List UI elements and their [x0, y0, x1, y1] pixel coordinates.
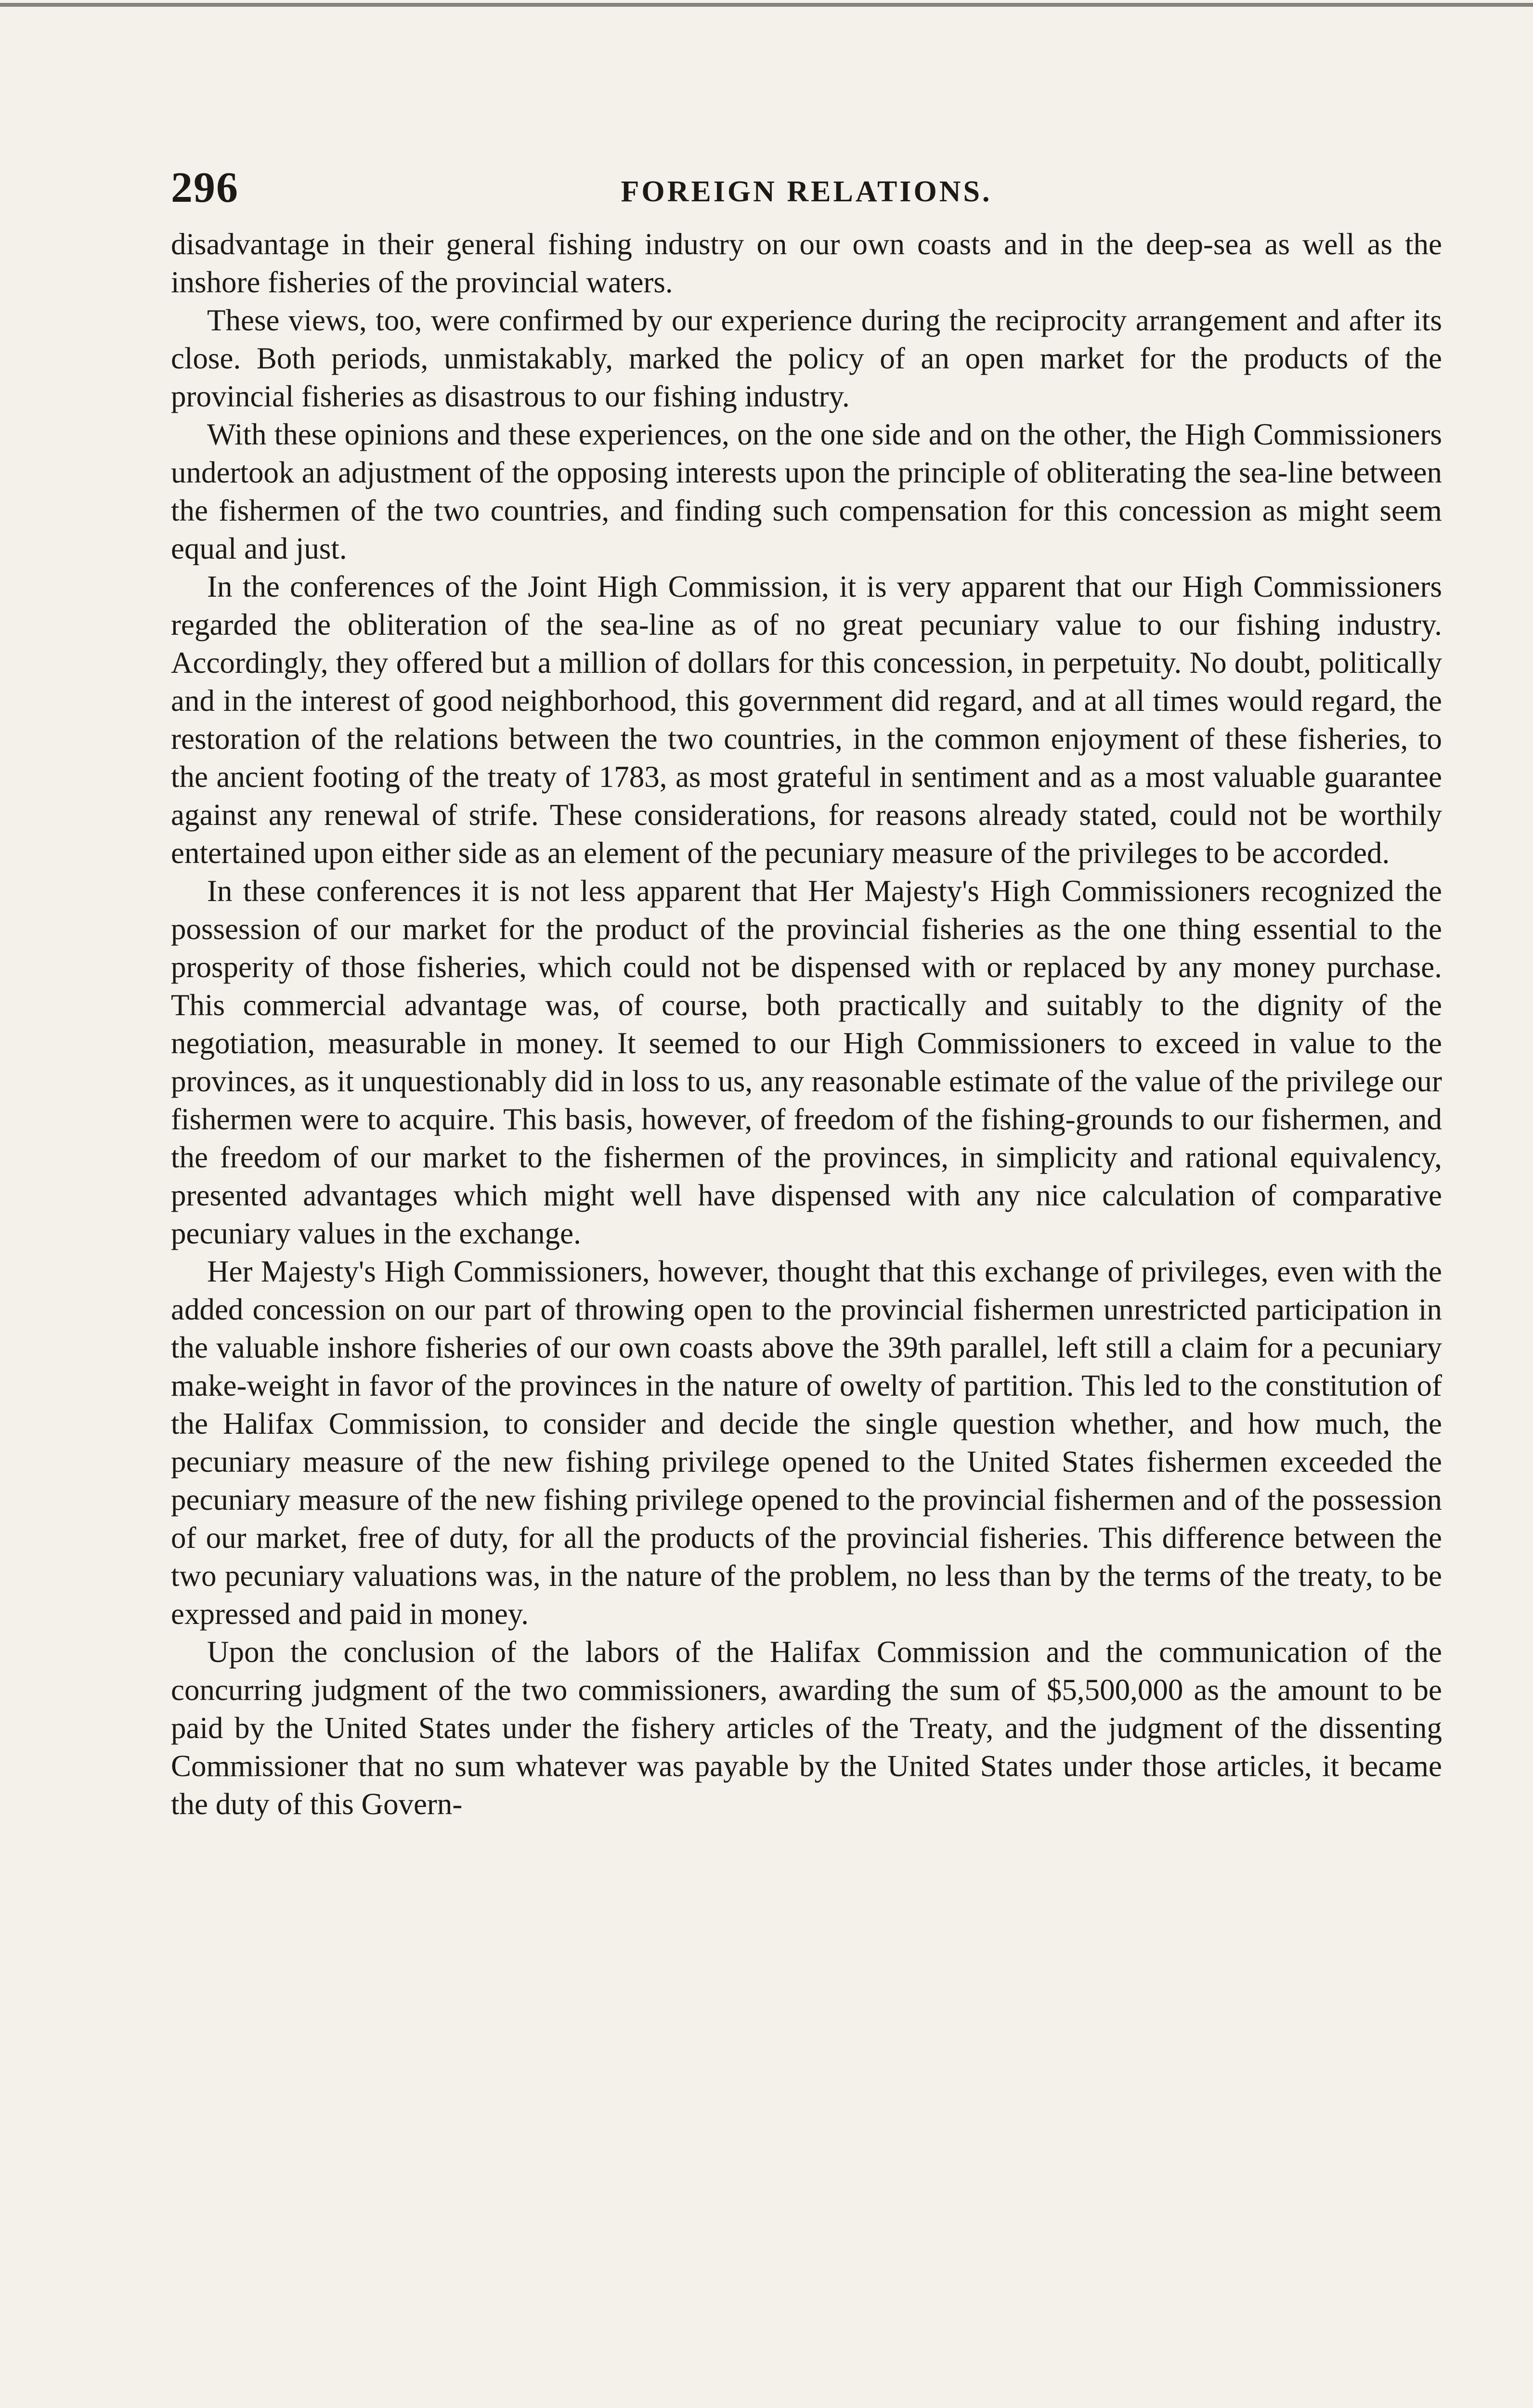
document-page — [171, 159, 1442, 1823]
paragraph: These views, too, were confirmed by our experience during the reciprocity arrangement and after its close. Both periods, unmistakably, marked the policy of an open market for the products of the provincial fisheries as disastrous to our fishing industry. — [171, 303, 1442, 413]
paragraph-continued: disadvantage in their general fishing industry on our own coasts and in the deep-sea as well as the inshore fisheries of the provincial waters. — [171, 227, 1442, 299]
running-title: FOREIGN RELATIONS. — [621, 175, 992, 208]
paragraph: In these conferences it is not less apparent that Her Majesty's High Commissioners recognized the possession of our market for the product of the provincial fisheries as the one thing essential to the prosperity of those fisheries, which could not be dispensed with or replaced by any money purchase. This commercial advantage was, of course, both practically and suitably to the dignity of the negotiation, measurable in money. It seemed to our High Commissioners to exceed in value to the provinces, as it unquestionably did in loss to us, any reasonable estimate of the value of the privilege our fishermen were to acquire. This basis, however, of freedom of the fishing-grounds to our fishermen, and the freedom of our market to the fishermen of the provinces, in simplicity and rational equivalency, presented advantages which might well have dispensed with any nice calculation of comparative pecuniary values in the exchange. — [171, 874, 1442, 1250]
paragraph: Her Majesty's High Commissioners, however, thought that this exchange of privileges, even with the added concession on our part of throwing open to the provincial fishermen unrestricted participation in the valuable inshore fisheries of our own coasts above the 39th parallel, left still a claim for a pecuniary make-weight in favor of the provinces in the nature of owelty of partition. This led to the constitution of the Halifax Commission, to consider and decide the single question whether, and how much, the pecuniary measure of the new fishing privilege opened to the United States fishermen exceeded the pecuniary measure of the new fishing privilege opened to the provincial fishermen and of the possession of our market, free of duty, for all the products of the provincial fisheries. This difference between the two pecuniary valuations was, in the nature of the problem, no less than by the terms of the treaty, to be expressed and paid in money. — [171, 1255, 1442, 1631]
paragraph: Upon the conclusion of the labors of the Halifax Commission and the communication of the concurring judgment of the two commissioners, awarding the sum of $5,500,000 as the amount to be paid by the United States under the fishery articles of the Treaty, and the judgment of the dissenting Commissioner that no sum whatever was payable by the United States under those articles, it became the duty of this Govern- — [171, 1635, 1442, 1821]
paragraph: With these opinions and these experiences, on the one side and on the other, the High Commissioners undertook an adjustment of the opposing interests upon the principle of obliterating the sea-line between the fishermen of the two countries, and finding such compensation for this concession as might seem equal and just. — [171, 418, 1442, 565]
top-scan-edge — [0, 3, 1533, 7]
page-number: 296 — [171, 164, 239, 211]
running-header — [171, 159, 1442, 217]
paragraph: In the conferences of the Joint High Commission, it is very apparent that our High Commissioners regarded the obliteration of the sea-line as of no great pecuniary value to our fishing industry. Accordingly, they offered but a million of dollars for this concession, in perpetuity. No doubt, politically and in the interest of good neighborhood, this government did regard, and at all times would regard, the restoration of the relations between the two countries, in the common enjoyment of these fisheries, to the ancient footing of the treaty of 1783, as most grateful in sentiment and as a most valuable guarantee against any renewal of strife. These considerations, for reasons already stated, could not be worthily entertained upon either side as an element of the pecuniary measure of the privileges to be accorded. — [171, 570, 1442, 870]
body-text — [171, 225, 1442, 1823]
